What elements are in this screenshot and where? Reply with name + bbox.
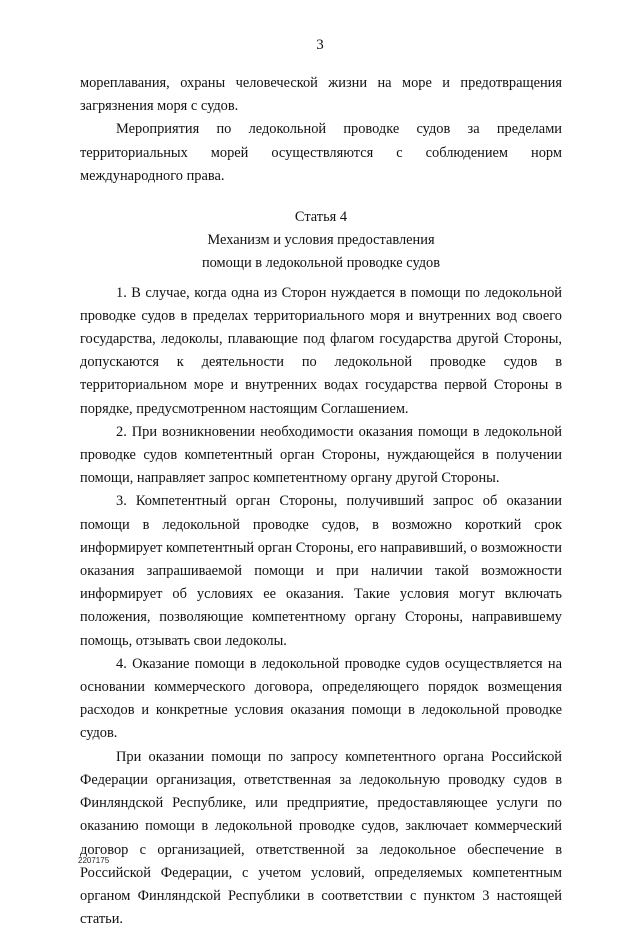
article-paragraph-3: 3. Компетентный орган Стороны, получивший запрос об оказании помощи в ледокольной проводке судов, в возможно короткий срок информирует компетентный орган Стороны, его направивший, о возможности оказания запрашиваемой помощи и при наличии такой возможности информирует об условиях ее оказания. Такие условия могут включать положения, позволяющие компетентному органу Стороны, направившему помощь, отзывать свои ледоколы. <box>80 493 562 649</box>
article-paragraph-1: 1. В случае, когда одна из Сторон нуждается в помощи по ледокольной проводке судов в пределах территориального моря и внутренних вод своего государства, ледоколы, плавающие под флагом государства другой Стороны, допускаются к деятельности по ледокольной проводке судов в территориальном море и внутренних водах государства первой Стороны в порядке, предусмотренном настоящим Соглашением. <box>80 284 562 417</box>
article-title-line-2: помощи в ледокольной проводке судов <box>201 255 441 272</box>
article-paragraph-5: При оказании помощи по запросу компетентного органа Российской Федерации организация, ответственная за ледокольную проводку судов в Финляндской Республике, или предприятие, предоставляющее услуги по оказанию помощи в ледокольной проводке судов, заключает коммерческий договор с организацией, ответственной за ледокольное обеспечение в Российской Федерации, с учетом условий, определяемых компетентным органом Финляндской Республики в соответствии с пунктом 3 настоящей статьи. <box>80 748 562 928</box>
document-body <box>80 72 562 931</box>
page-number: 3 <box>316 37 324 53</box>
article-paragraph-4: 4. Оказание помощи в ледокольной проводке судов осуществляется на основании коммерческого договора, определяющего порядок возмещения расходов и конкретные условия оказания помощи в ледокольной проводке судов. <box>80 655 562 742</box>
document-code: 2207175 <box>78 856 110 865</box>
article-title-line-1: Механизм и условия предоставления <box>207 232 435 249</box>
article-paragraph-2: 2. При возникновении необходимости оказания помощи в ледокольной проводке судов компетентный орган Стороны, нуждающейся в получении помощи, направляет запрос компетентному органу другой Стороны. <box>80 423 562 487</box>
paragraph-territorial-waters: Мероприятия по ледокольной проводке судов за пределами территориальных морей осуществляются с соблюдением норм международного права. <box>80 121 562 184</box>
continuation-paragraph: мореплавания, охраны человеческой жизни на море и предотвращения загрязнения моря с судов. <box>80 75 562 115</box>
spacer <box>80 188 562 206</box>
article-number: Статья 4 <box>294 209 348 226</box>
